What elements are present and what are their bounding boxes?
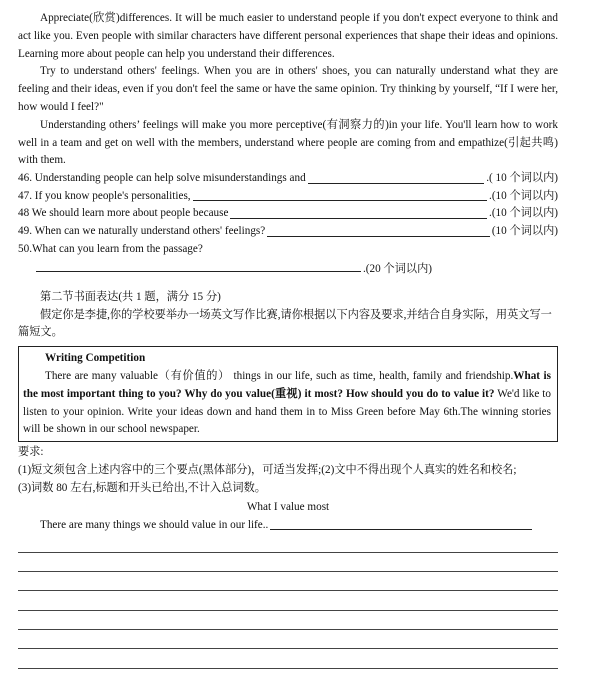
writing-line[interactable]	[18, 611, 558, 630]
question-47-hint: .(10 个词以内)	[489, 189, 558, 202]
passage-paragraph-3: Understanding others’ feelings will make you more perceptive(有洞察力的)in your life. You'll learn how to work well in a team and get on well with the members, understand where people are coming from and empathize(引起共鸣) with them.	[18, 118, 558, 167]
question-50-hint: .(20 个词以内)	[363, 262, 432, 275]
passage-paragraph-2: Try to understand others' feelings. When you are in others' shoes, you can naturally understand what they are feeling and their ideas, even if you don't feel the same or have the same opinion. Try thinking by yourself, “If I were her, how would I feel?"	[18, 65, 558, 113]
question-49-hint: (10 个词以内)	[491, 224, 558, 237]
answer-blank-46[interactable]	[308, 183, 485, 184]
question-49	[18, 223, 558, 241]
writing-competition-box	[18, 346, 558, 442]
writing-line[interactable]	[18, 553, 558, 572]
requirements-label: 要求:	[18, 446, 44, 459]
section-heading: 第二节书面表达(共 1 题，满分 15 分)	[40, 290, 221, 303]
question-50-answer-row	[18, 258, 558, 276]
page	[18, 10, 558, 669]
question-46-text: 46. Understanding people can help solve misunderstandings and	[18, 172, 306, 185]
essay-first-line-blank[interactable]	[270, 529, 532, 530]
answer-blank-47[interactable]	[193, 200, 487, 201]
box-intro: There are many valuable（有价值的） things in our life, such as time, health, family and friendship.	[45, 369, 514, 382]
box-title: Writing Competition	[45, 352, 146, 365]
writing-line[interactable]	[18, 534, 558, 553]
question-48-hint: .(10 个词以内)	[489, 207, 558, 220]
question-47	[18, 188, 558, 206]
essay-start-row	[18, 516, 558, 534]
answer-blank-50[interactable]	[36, 271, 361, 272]
answer-blank-49[interactable]	[267, 236, 490, 237]
writing-line[interactable]	[18, 649, 558, 668]
question-46-hint: .( 10 个词以内)	[486, 172, 558, 185]
question-46	[18, 170, 558, 188]
question-47-text: 47. If you know people's personalities,	[18, 189, 191, 202]
question-48	[18, 205, 558, 223]
essay-start-sentence: There are many things we should value in our life..	[40, 518, 269, 531]
passage-paragraph-1: Appreciate(欣赏)differences. It will be much easier to understand people if you don't expect everyone to think and act like you. Even people with similar characters have different personal experiences that shape their ideas and opinions. Learning more about people can help you understand their differences.	[18, 12, 558, 60]
section-prompt: 假定你是李捷,你的学校要举办一场英文写作比赛,请你根据以下内容及要求,并结合自身实际，用英文写一篇短文。	[18, 308, 552, 339]
writing-line[interactable]	[18, 591, 558, 610]
box-key-points: What is the most important thing to you? Why do you value(重视) it most? How should you do to value it?	[23, 369, 551, 400]
essay-title: What I value most	[246, 500, 330, 513]
question-50	[18, 241, 558, 259]
requirement-2: (3)词数 80 左右,标题和开头已给出,不计入总词数。	[18, 481, 266, 494]
writing-line[interactable]	[18, 630, 558, 649]
question-50-text: 50.What can you learn from the passage?	[18, 242, 203, 255]
box-instructions: We'd like to listen to your opinion. Write your ideas down and hand them in to Miss Green before May 6th.The winning stories will be shown in our school newspaper.	[23, 387, 551, 436]
requirement-1: (1)短文须包含上述内容中的三个要点(黑体部分)，可适当发挥;(2)文中不得出现个人真实的姓名和校名;	[18, 463, 517, 476]
question-48-text: 48 We should learn more about people because	[18, 207, 229, 220]
answer-blank-48[interactable]	[230, 218, 487, 219]
box-text	[23, 368, 551, 439]
writing-line[interactable]	[18, 572, 558, 591]
question-49-text: 49. When can we naturally understand others' feelings?	[18, 224, 266, 237]
